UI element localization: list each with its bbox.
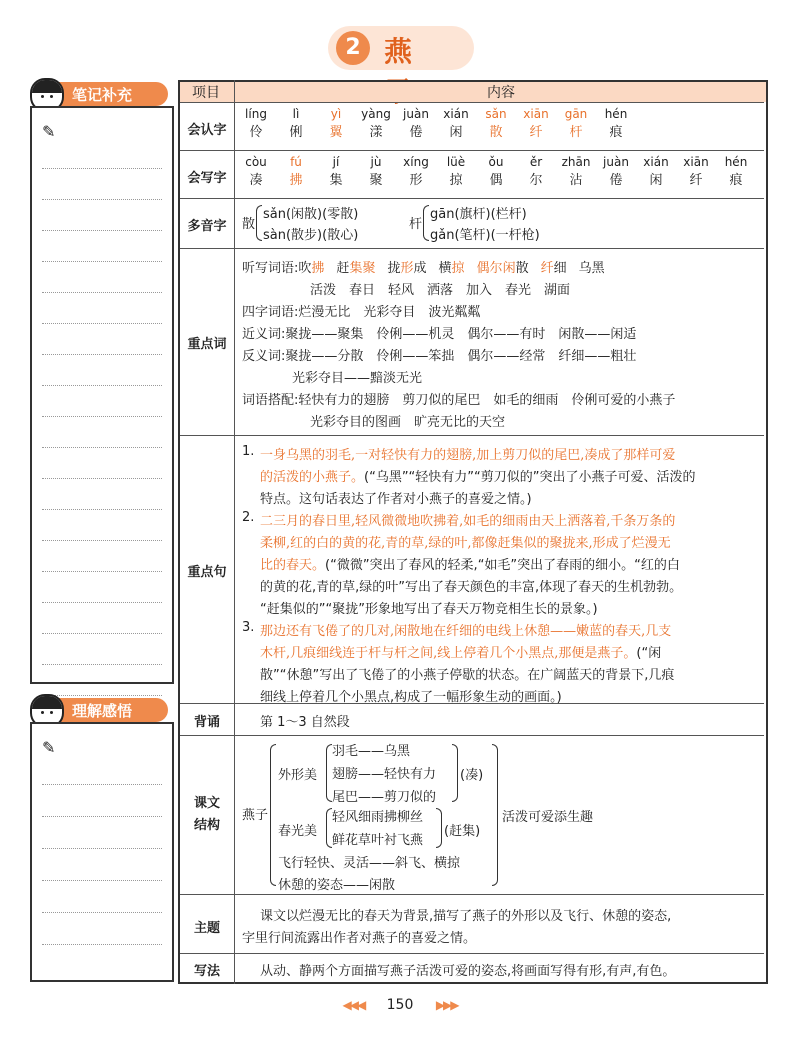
pinyin: ěr: [529, 155, 543, 169]
char-cell: [274, 155, 318, 188]
pinyin: xíng: [403, 155, 429, 169]
synonyms: 近义词:聚拢——聚集 伶俐——机灵 偶尔——有时 闲散——闲适: [242, 327, 637, 342]
pinyin: jí: [332, 155, 340, 169]
pinyin: lüè: [446, 155, 466, 169]
pinyin: jù: [370, 155, 382, 169]
brace: [492, 744, 498, 886]
row-label-2: 结构: [193, 818, 220, 833]
dictation-word: 偶尔: [476, 261, 503, 276]
hanzi: 沾: [569, 173, 583, 188]
dictation-word: 乌黑: [578, 261, 605, 276]
pinyin: sǎn: [485, 107, 507, 121]
sentence-2: 二三月的春日里,轻风微微地吹拂着,如毛的细雨由天上洒落着,千条万条的: [260, 514, 676, 529]
dictation-word: 拂: [311, 261, 325, 276]
dotted-line: [42, 199, 162, 200]
notes-panel[interactable]: [30, 106, 174, 684]
brace: [270, 744, 276, 886]
notes-lines: [42, 108, 162, 678]
write-chars: [240, 155, 760, 195]
dotted-line: [42, 354, 162, 355]
sentence-number: 1.: [242, 444, 255, 459]
theme-text-2: 字里行间流露出作者对燕子的喜爱之情。: [242, 931, 477, 946]
hanzi: 掠: [449, 173, 463, 188]
char-cell: [314, 155, 358, 188]
appearance-note: (凑): [460, 768, 484, 783]
dictation-word: 聚: [362, 261, 376, 276]
hanzi: 尔: [529, 173, 543, 188]
four-char-words: 四字词语:烂漫无比 光彩夺目 波光粼粼: [242, 305, 481, 320]
pinyin: xián: [643, 155, 669, 169]
recite-text: 第 1～3 自然段: [260, 715, 350, 730]
char-cell: [594, 155, 638, 188]
understanding-panel-title: 理解感悟: [72, 702, 133, 720]
appearance: 外形美: [278, 768, 318, 783]
theme-text: 课文以烂漫无比的春天为背景,描写了燕子的外形以及飞行、休憩的姿态,: [260, 909, 672, 924]
dotted-line: [42, 416, 162, 417]
dictation-line: [242, 257, 605, 276]
appearance-item: 羽毛——乌黑: [332, 744, 411, 759]
prev-arrows-icon: ◀◀◀: [342, 998, 365, 1012]
pinyin: hén: [604, 107, 628, 121]
understanding-panel[interactable]: [30, 722, 174, 982]
dictation-word: 散: [515, 261, 529, 276]
char-cell: [554, 155, 598, 188]
header-item: 项目: [192, 85, 220, 101]
sentence-3-note-2: 细线上停着几个小黑点,构成了一幅形象生动的画面。): [260, 690, 562, 705]
row-recognize: [180, 102, 764, 150]
pinyin: zhān: [561, 155, 591, 169]
pinyin: lì: [292, 107, 300, 121]
hanzi: 痕: [729, 173, 743, 188]
row-theme: [180, 894, 764, 953]
dictation-words: [298, 261, 604, 276]
char-cell: [354, 155, 398, 188]
sentence-1-line-2: 的活泼的小燕子。(“乌黑”“轻快有力”“剪刀似的”突出了小燕子可爱、活泼的: [260, 470, 696, 485]
dictation-word: 形: [400, 261, 414, 276]
row-label: 重点句: [187, 565, 227, 580]
dotted-line: [42, 385, 162, 386]
dictation-word: 赶: [336, 261, 350, 276]
notes-panel-header: [30, 82, 165, 106]
dictation-word: 成: [413, 261, 427, 276]
dotted-line: [42, 912, 162, 913]
pencil-icon: ✎: [42, 738, 56, 757]
row-method: [180, 953, 764, 982]
brace: [452, 744, 458, 802]
char-cell: [474, 155, 518, 188]
pinyin: fú: [290, 155, 302, 169]
dotted-line: [42, 571, 162, 572]
row-structure: [180, 735, 764, 894]
sentence-1-note: 特点。这句话表达了作者对小燕子的喜爱之情。): [260, 492, 532, 507]
dictation-word: 吹: [298, 261, 312, 276]
hanzi: 闲: [449, 125, 463, 140]
polyphone-char: 散: [242, 217, 256, 232]
structure-conclusion: 活泼可爱添生趣: [502, 810, 594, 825]
collocations-2: 光彩夺目的图画 旷亮无比的天空: [310, 415, 506, 430]
row-label: 会写字: [187, 171, 227, 186]
row-key-words: [180, 248, 764, 435]
spring-item: 鲜花草叶衬飞燕: [332, 833, 424, 848]
hanzi: 倦: [409, 125, 423, 140]
pinyin: xiān: [683, 155, 709, 169]
dotted-line: [42, 509, 162, 510]
row-polyphone: [180, 198, 764, 248]
sentence-3: 那边还有飞倦了的几对,闲散地在纤细的电线上休憩——嫩蓝的春天,几支: [260, 624, 672, 639]
pinyin: xián: [443, 107, 469, 121]
method-text: 从动、静两个方面描写燕子活泼可爱的姿态,将画面写得有形,有声,有色。: [260, 964, 676, 979]
sentence-3-note: 散”“休憩”写出了飞倦了的小燕子停歇的状态。在广阔蓝天的背景下,几痕: [260, 668, 675, 683]
spring-note: (赶集): [444, 824, 481, 839]
dotted-line: [42, 664, 162, 665]
hanzi: 散: [489, 125, 503, 140]
dotted-line: [42, 784, 162, 785]
hanzi: 杆: [569, 125, 583, 140]
row-recite: [180, 703, 764, 735]
hanzi: 纤: [689, 173, 703, 188]
sentence-3-line-2: 木杆,几痕细线连于杆与杆之间,线上停着几个小黑点,那便是燕子。(“闲: [260, 646, 662, 661]
dotted-line: [42, 478, 162, 479]
understanding-panel-header: [30, 698, 165, 722]
hanzi: 拂: [289, 173, 303, 188]
char-cell: [394, 107, 438, 140]
char-cell: [554, 107, 598, 140]
sentence-1: 一身乌黑的羽毛,一对轻快有力的翅膀,加上剪刀似的尾巴,凑成了那样可爱: [260, 448, 676, 463]
collocations: 词语搭配:轻快有力的翅膀 剪刀似的尾巴 如毛的细雨 伶俐可爱的小燕子: [242, 393, 676, 408]
dictation-line-2: 活泼 春日 轻风 洒落 加入 春光 湖面: [310, 283, 571, 298]
pinyin: xiān: [523, 107, 549, 121]
dotted-line: [42, 447, 162, 448]
spring-item: 轻风细雨拂柳丝: [332, 810, 424, 825]
appearance-item: 翅膀——轻快有力: [332, 767, 437, 782]
dotted-line: [42, 633, 162, 634]
page-footer: [0, 997, 800, 1013]
sentence-number: 2.: [242, 510, 255, 525]
pinyin: gān: [564, 107, 588, 121]
lesson-title: [328, 26, 478, 72]
row-label: 多音字: [187, 219, 227, 234]
char-cell: [634, 155, 678, 188]
lesson-number: 2: [336, 31, 370, 65]
char-cell: [354, 107, 398, 140]
char-cell: [434, 155, 478, 188]
dotted-line: [42, 292, 162, 293]
hanzi: 形: [409, 173, 423, 188]
hanzi: 翼: [329, 125, 343, 140]
hanzi: 闲: [649, 173, 663, 188]
polyphone-reading: gǎn(笔杆)(一杆枪): [430, 228, 540, 243]
row-label: 主题: [193, 921, 220, 936]
pinyin: còu: [245, 155, 267, 169]
char-cell: [434, 107, 478, 140]
sentence-2-line-3: 比的春天。(“微微”突出了春风的轻柔,“如毛”突出了春雨的细小。“红的白: [260, 558, 680, 573]
hanzi: 漾: [369, 125, 383, 140]
dictation-word: 掠: [451, 261, 465, 276]
pinyin: juàn: [603, 155, 629, 169]
hanzi: 俐: [289, 125, 303, 140]
dotted-line: [42, 168, 162, 169]
sentence-number: 3.: [242, 620, 255, 635]
polyphone-char: 杆: [409, 217, 423, 232]
hanzi: 偶: [489, 173, 503, 188]
brace: [256, 205, 262, 241]
row-write: [180, 150, 764, 198]
rest-item: 休憩的姿态——闲散: [278, 878, 396, 893]
header-content: 内容: [487, 85, 515, 101]
pinyin: ǒu: [488, 155, 504, 169]
char-cell: [514, 107, 558, 140]
hanzi: 痕: [609, 125, 623, 140]
char-cell: [274, 107, 318, 140]
pencil-icon: ✎: [42, 122, 56, 141]
char-cell: [234, 107, 278, 140]
dotted-line: [42, 880, 162, 881]
antonyms: 反义词:聚拢——分散 伶俐——笨拙 偶尔——经常 纤细——粗壮: [242, 349, 637, 364]
dictation-word: 细: [553, 261, 567, 276]
brace: [436, 808, 442, 848]
understanding-lines: [42, 724, 162, 976]
pinyin: yàng: [361, 107, 391, 121]
row-label: 写法: [193, 964, 220, 979]
dictation-word: 横: [438, 261, 452, 276]
polyphone-reading: sǎn(闲散)(零散): [263, 207, 359, 222]
dictation-word: 集: [349, 261, 363, 276]
hanzi: 纤: [529, 125, 543, 140]
pinyin: yì: [330, 107, 342, 121]
brace: [423, 205, 429, 241]
hanzi: 倦: [609, 173, 623, 188]
polyphone-reading: gān(旗杆)(栏杆): [430, 207, 527, 222]
notes-panel-title: 笔记补充: [72, 86, 133, 104]
row-key-sentences: [180, 435, 764, 703]
char-cell: [714, 155, 758, 188]
row-label: 会认字: [187, 123, 227, 138]
spring-beauty: 春光美: [278, 824, 318, 839]
dictation-word: 纤: [540, 261, 554, 276]
appearance-item: 尾巴——剪刀似的: [332, 790, 437, 805]
dotted-line: [42, 261, 162, 262]
sentence-2-note-2: “赶集似的”“聚拢”形象地写出了春天万物竞相生长的景象。): [260, 602, 598, 617]
structure-root: 燕子: [242, 808, 269, 823]
dotted-line: [42, 944, 162, 945]
antonyms-2: 光彩夺目——黯淡无光: [292, 371, 423, 386]
page-number: 150: [386, 997, 414, 1013]
char-cell: [394, 155, 438, 188]
recognize-chars: [240, 107, 640, 147]
hanzi: 凑: [249, 173, 263, 188]
sentence-2-line-2: 柔柳,红的白的黄的花,青的草,绿的叶,都像赶集似的聚拢来,形成了烂漫无: [260, 536, 671, 551]
char-cell: [514, 155, 558, 188]
dotted-line: [42, 323, 162, 324]
next-arrows-icon: ▶▶▶: [435, 998, 458, 1012]
pinyin: líng: [245, 107, 267, 121]
dotted-line: [42, 230, 162, 231]
char-cell: [674, 155, 718, 188]
row-label: 重点词: [187, 337, 227, 352]
hanzi: 伶: [249, 125, 263, 140]
char-cell: [234, 155, 278, 188]
dictation-word: 闲: [502, 261, 516, 276]
pinyin: juàn: [403, 107, 429, 121]
dictation-label: 听写词语:: [242, 261, 299, 276]
hanzi: 聚: [369, 173, 383, 188]
row-label: 课文: [193, 796, 220, 811]
sentence-2-note: 的黄的花,青的草,绿的叶”写出了春天颜色的丰富,体现了春天的生机勃勃。: [260, 580, 683, 595]
polyphone-reading: sàn(散步)(散心): [263, 228, 359, 243]
row-label: 背诵: [193, 715, 220, 730]
hanzi: 集: [329, 173, 343, 188]
lesson-name: 燕: [384, 35, 439, 68]
pinyin: hén: [724, 155, 748, 169]
dotted-line: [42, 816, 162, 817]
dotted-line: [42, 848, 162, 849]
char-cell: [314, 107, 358, 140]
char-cell: [474, 107, 518, 140]
dotted-line: [42, 602, 162, 603]
dotted-line: [42, 540, 162, 541]
char-cell: [594, 107, 638, 140]
flight-item: 飞行轻快、灵活——斜飞、横掠: [278, 856, 461, 871]
dictation-word: 拢: [387, 261, 401, 276]
